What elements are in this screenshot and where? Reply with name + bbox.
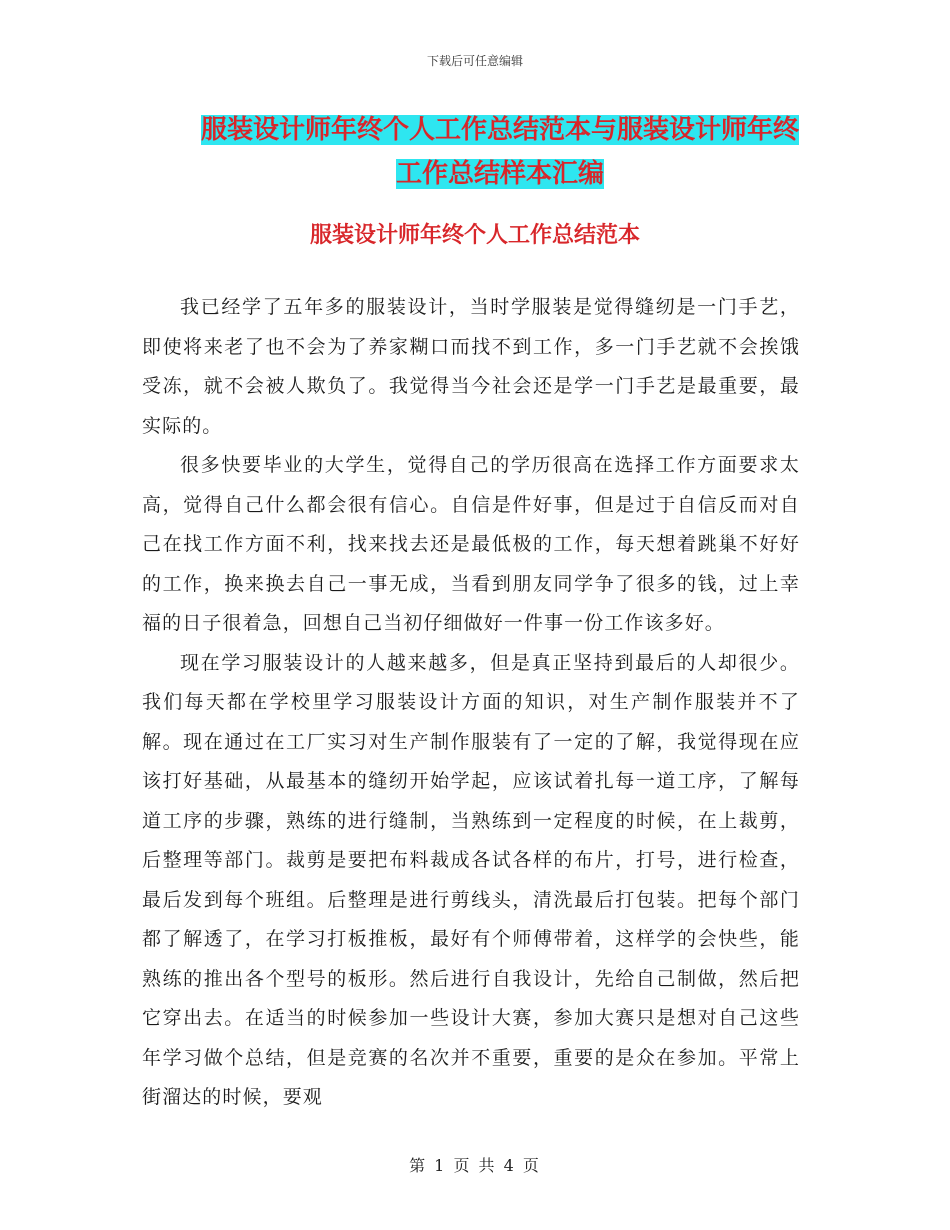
paragraph: 我已经学了五年多的服装设计，当时学服装是觉得缝纫是一门手艺，即使将来老了也不会为了养家糊口而找不到工作，多一门手艺就不会挨饿受冻，就不会被人欺负了。我觉得当今社会还是学一门手艺是最重要，最实际的。 — [142, 296, 800, 437]
page-header-note: 下载后可任意编辑 — [426, 54, 523, 68]
page-number-footer: 第 1 页 共 4 页 — [409, 1156, 541, 1175]
document-title — [150, 108, 850, 196]
document-title-line2: 工作总结样本汇编 — [395, 159, 604, 189]
document-title-line1: 服装设计师年终个人工作总结范本与服装设计师年终 — [200, 115, 799, 145]
body-text — [142, 288, 800, 1118]
paragraph: 现在学习服装设计的人越来越多，但是真正坚持到最后的人却很少。我们每天都在学校里学习服装设计方面的知识，对生产制作服装并不了解。现在通过在工厂实习对生产制作服装有了一定的了解，我觉得现在应该打好基础，从最基本的缝纫开始学起，应该试着扎每一道工序，了解每道工序的步骤，熟练的进行缝制，当熟练到一定程度的时候，在上裁剪，后整理等部门。裁剪是要把布料裁成各试各样的布片，打号，进行检查，最后发到每个班组。后整理是进行剪线头，清洗最后打包装。把每个部门都了解透了，在学习打板推板，最好有个师傅带着，这样学的会快些，能熟练的推出各个型号的板形。然后进行自我设计，先给自己制做，然后把它穿出去。在适当的时候参加一些设计大赛，参加大赛只是想对自己这些年学习做个总结，但是竞赛的名次并不重要，重要的是众在参加。平常上街溜达的时候，要观 — [142, 651, 800, 1108]
paragraph: 很多快要毕业的大学生，觉得自己的学历很高在选择工作方面要求太高，觉得自己什么都会很有信心。自信是件好事，但是过于自信反而对自己在找工作方面不利，找来找去还是最低极的工作，每天想着跳巢不好好的工作，换来换去自己一事无成，当看到朋友同学争了很多的钱，过上幸福的日子很着急，回想自己当初仔细做好一件事一份工作该多好。 — [142, 454, 800, 634]
section-title: 服装设计师年终个人工作总结范本 — [309, 223, 640, 248]
